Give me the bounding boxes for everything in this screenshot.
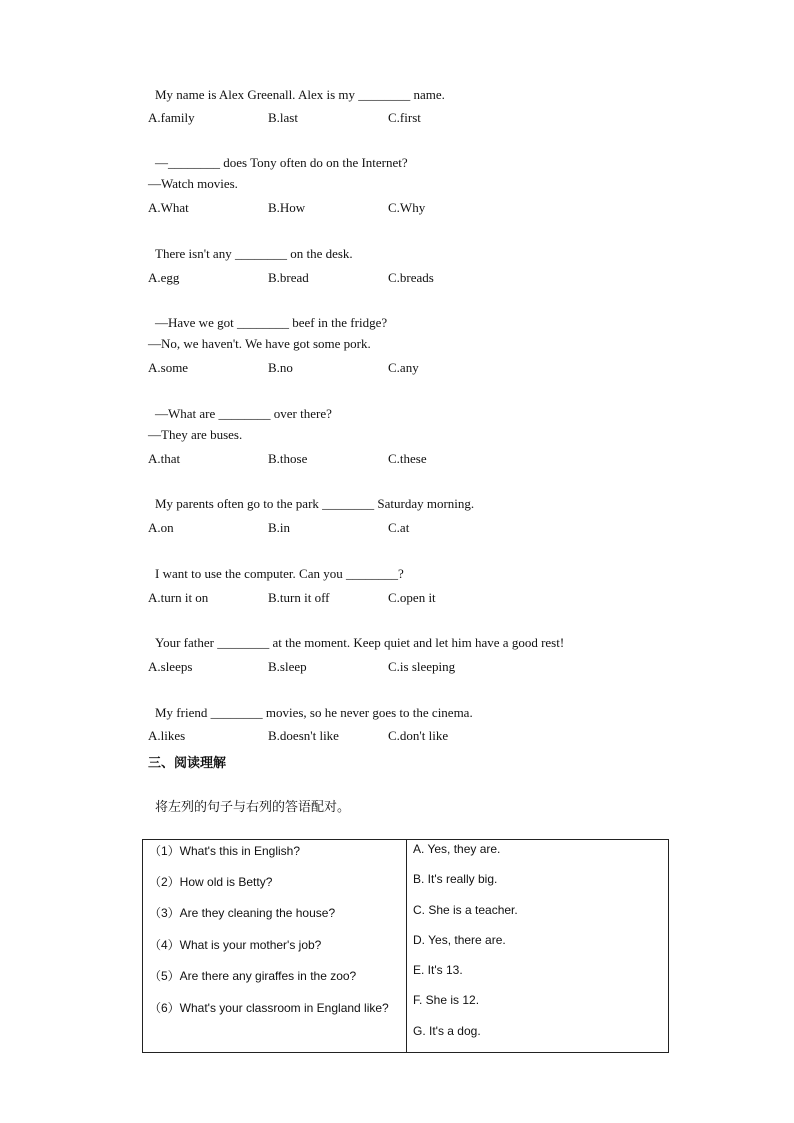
right-answer: C. She is a teacher. bbox=[413, 903, 518, 917]
option-b: B.sleep bbox=[268, 659, 307, 674]
option-a: A.that bbox=[148, 451, 181, 466]
question-answer-line: —Watch movies. bbox=[148, 176, 238, 191]
option-c: C.at bbox=[388, 520, 410, 535]
left-sentence: （3）Are they cleaning the house? bbox=[149, 906, 336, 920]
option-c: C.open it bbox=[388, 590, 436, 605]
question-stem: My name is Alex Greenall. Alex is my ________ name. bbox=[155, 87, 445, 102]
option-a: A.turn it on bbox=[148, 590, 209, 605]
option-c: C.is sleeping bbox=[388, 659, 456, 674]
right-answer: B. It's really big. bbox=[413, 872, 498, 886]
question-stem: My friend ________ movies, so he never goes to the cinema. bbox=[155, 705, 473, 720]
option-c: C.don't like bbox=[388, 728, 449, 743]
option-b: B.those bbox=[268, 451, 308, 466]
option-c: C.breads bbox=[388, 270, 434, 285]
option-a: A.some bbox=[148, 360, 189, 375]
left-sentence: （1）What's this in English? bbox=[149, 844, 301, 858]
right-answer: D. Yes, there are. bbox=[413, 933, 506, 947]
right-answer: F. She is 12. bbox=[413, 993, 480, 1007]
question-stem: Your father ________ at the moment. Keep quiet and let him have a good rest! bbox=[155, 635, 565, 650]
question-stem: —Have we got ________ beef in the fridge? bbox=[155, 315, 388, 330]
right-answer: G. It's a dog. bbox=[413, 1024, 481, 1038]
question-stem: —________ does Tony often do on the Internet? bbox=[155, 155, 408, 170]
option-b: B.last bbox=[268, 110, 298, 125]
option-b: B.turn it off bbox=[268, 590, 330, 605]
left-sentence: （4）What is your mother's job? bbox=[149, 938, 322, 952]
option-c: C.any bbox=[388, 360, 419, 375]
left-sentence: （6）What's your classroom in England like? bbox=[149, 1001, 389, 1015]
question-stem: I want to use the computer. Can you ________? bbox=[155, 566, 404, 581]
question-stem: —What are ________ over there? bbox=[155, 406, 332, 421]
option-a: A.What bbox=[148, 200, 189, 215]
matching-table bbox=[142, 839, 669, 1053]
option-a: A.sleeps bbox=[148, 659, 193, 674]
option-a: A.likes bbox=[148, 728, 186, 743]
question-answer-line: —They are buses. bbox=[148, 427, 243, 442]
option-b: B.doesn't like bbox=[268, 728, 339, 743]
right-answer: A. Yes, they are. bbox=[413, 842, 501, 856]
option-b: B.no bbox=[268, 360, 293, 375]
left-sentence: （5）Are there any giraffes in the zoo? bbox=[149, 969, 357, 983]
option-c: C.these bbox=[388, 451, 427, 466]
section-instruction: 将左列的句子与右列的答语配对。 bbox=[155, 800, 351, 815]
option-b: B.in bbox=[268, 520, 291, 535]
option-a: A.on bbox=[148, 520, 174, 535]
option-b: B.bread bbox=[268, 270, 309, 285]
option-a: A.egg bbox=[148, 270, 180, 285]
table-column-divider bbox=[406, 840, 407, 1052]
right-answer: E. It's 13. bbox=[413, 963, 463, 977]
question-stem: My parents often go to the park ________ Saturday morning. bbox=[155, 496, 475, 511]
section-title: 三、阅读理解 bbox=[148, 756, 227, 771]
option-a: A.family bbox=[148, 110, 195, 125]
option-b: B.How bbox=[268, 200, 306, 215]
left-sentence: （2）How old is Betty? bbox=[149, 875, 273, 889]
question-stem: There isn't any ________ on the desk. bbox=[155, 246, 353, 261]
option-c: C.Why bbox=[388, 200, 426, 215]
option-c: C.first bbox=[388, 110, 421, 125]
question-answer-line: —No, we haven't. We have got some pork. bbox=[148, 336, 371, 351]
